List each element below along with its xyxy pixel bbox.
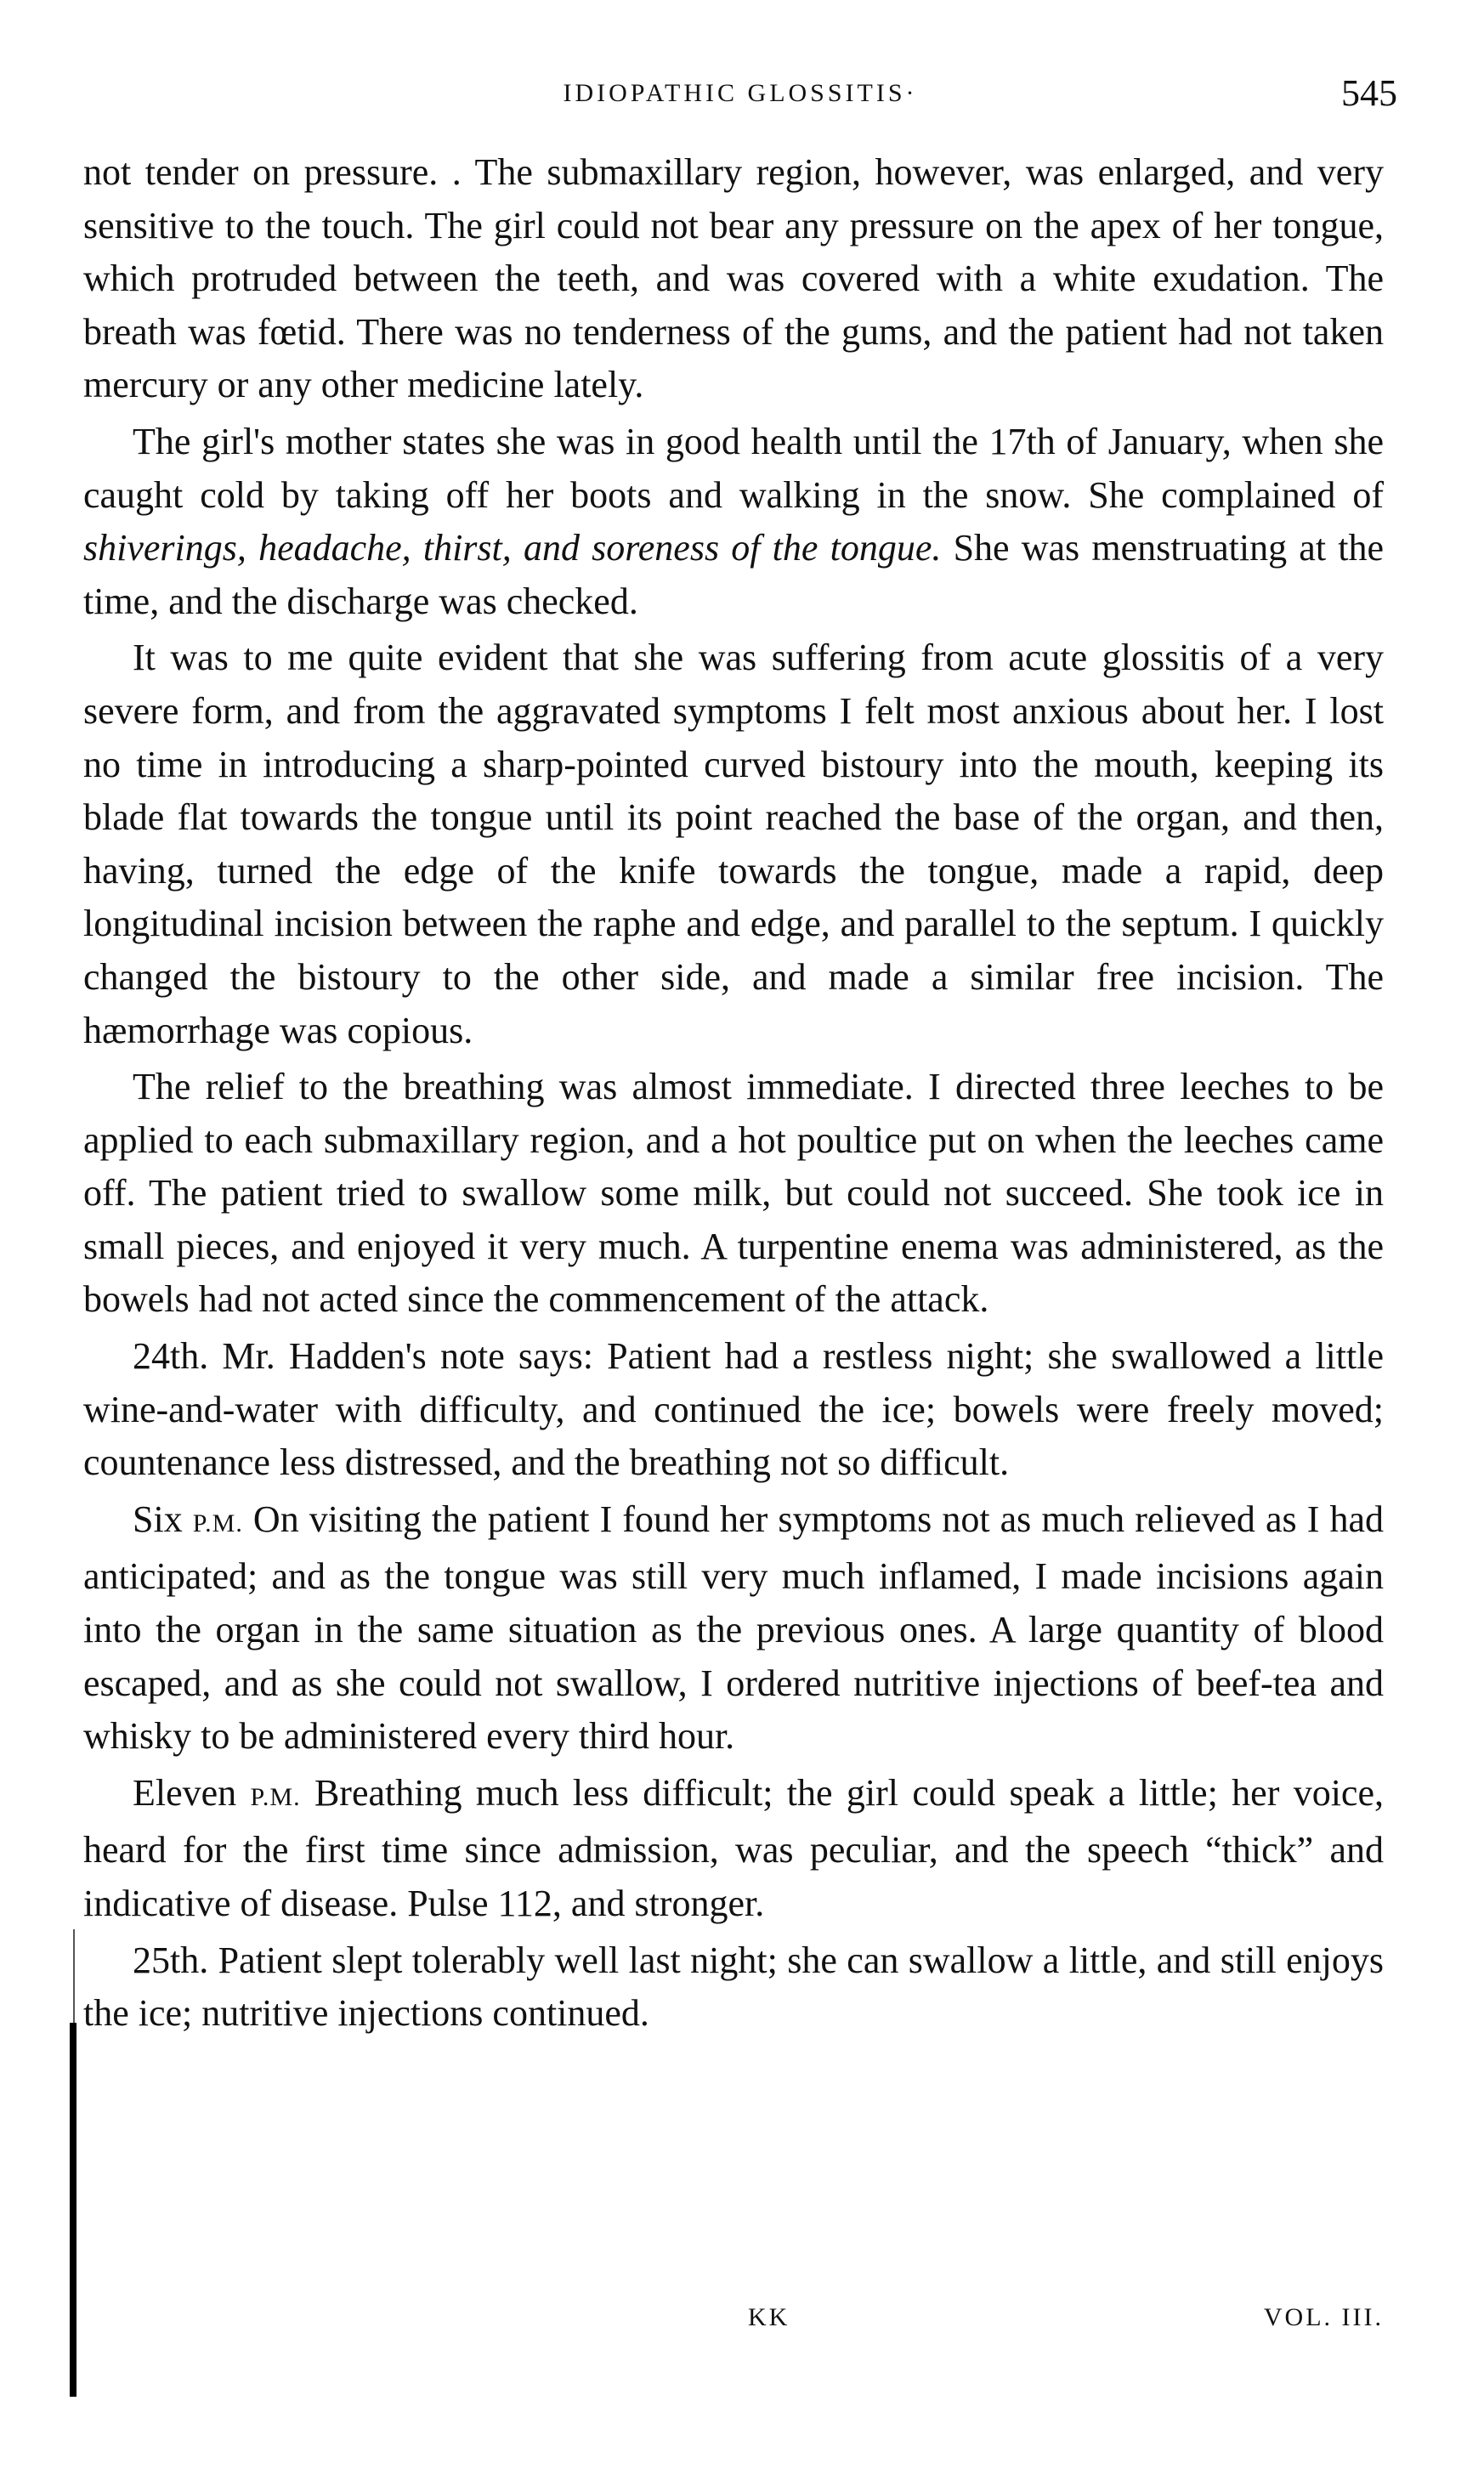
volume-label: VOL. III. — [1263, 2303, 1384, 2331]
running-title: IDIOPATHIC GLOSSITIS· — [563, 79, 918, 107]
time-abbreviation: P.M. — [192, 1509, 243, 1537]
paragraph-text: Eleven — [133, 1771, 251, 1814]
paragraph-mother-statement — [83, 416, 1384, 628]
paragraph-continuation: not tender on pressure. . The submaxillary region, however, was enlarged, and very sensitive to the touch. The girl could not bear any pressure on the apex of her tongue, which protruded between the teeth, and was covered with a white exudation. The breath was fœtid. There was no tenderness of the gums, and the patient had not taken mercury or any other medicine lately. — [83, 151, 1384, 406]
italic-symptoms: shiverings, headache, thirst, and soreness of the tongue. — [83, 527, 942, 569]
paragraph-24th: 24th. Mr. Hadden's note says: Patient had a restless night; she swallowed a little wine-and-water with difficulty, and continued the ice; bowels were freely moved; countenance less distressed, and the breathing not so difficult. — [83, 1335, 1384, 1484]
margin-mark-thin — [73, 1929, 75, 2023]
page-footer — [83, 2296, 1384, 2339]
paragraph-text: Breathing much less difficult; the girl could speak a little; her voice, heard for the first time since admission, was peculiar, and the speech “thick” and indicative of disease. Pulse 112, and stronger. — [83, 1771, 1384, 1924]
paragraph-diagnosis: It was to me quite evident that she was suffering from acute glossitis of a very severe form, and from the aggravated symptoms I felt most anxious about her. I lost no time in introducing a sharp-pointed curved bistoury into the mouth, keeping its blade flat towards the tongue until its point reached the base of the organ, and then, having, turned the edge of the knife towards the tongue, made a rapid, deep longitudinal incision between the raphe and edge, and parallel to the septum. I quickly changed the bistoury to the other side, and made a similar free incision. The hæmorrhage was copious. — [83, 637, 1384, 1051]
time-abbreviation: P.M. — [250, 1782, 301, 1811]
signature-mark: KK — [748, 2303, 790, 2331]
page-number: 545 — [1341, 72, 1397, 114]
paragraph-six-pm — [83, 1493, 1384, 1764]
paragraph-text: She was menstruating at the time, and the discharge was checked. — [83, 527, 1384, 622]
paragraph-eleven-pm — [83, 1767, 1384, 1931]
paragraph-text: Six — [133, 1498, 193, 1540]
margin-scan-bar — [70, 2023, 76, 2397]
paragraph-text: On visiting the patient I found her symptoms not as much relieved as I had anticipated; and as the tongue was still very much inflamed, I made incisions again into the organ in the same situation as the previous ones. A large quantity of blood escaped, and as she could not swallow, I ordered nutritive injections of beef-tea and whisky to be administered every third hour. — [83, 1498, 1385, 1758]
body-text — [83, 146, 1384, 2044]
paragraph-text: The girl's mother states she was in good health until the 17th of January, when she caught cold by taking off her boots and walking in the snow. She complained of — [83, 420, 1384, 516]
running-head — [83, 68, 1397, 119]
paragraph-25th: 25th. Patient slept tolerably well last night; she can swallow a little, and still enjoys the ice; nutritive injections continued. — [83, 1939, 1384, 2035]
paragraph-relief: The relief to the breathing was almost immediate. I directed three leeches to be applied to each submaxillary region, and a hot poultice put on when the leeches came off. The patient tried to swallow some milk, but could not succeed. She took ice in small pieces, and enjoyed it very much. A turpentine enema was administered, as the bowels had not acted since the commencement of the attack. — [83, 1066, 1384, 1321]
